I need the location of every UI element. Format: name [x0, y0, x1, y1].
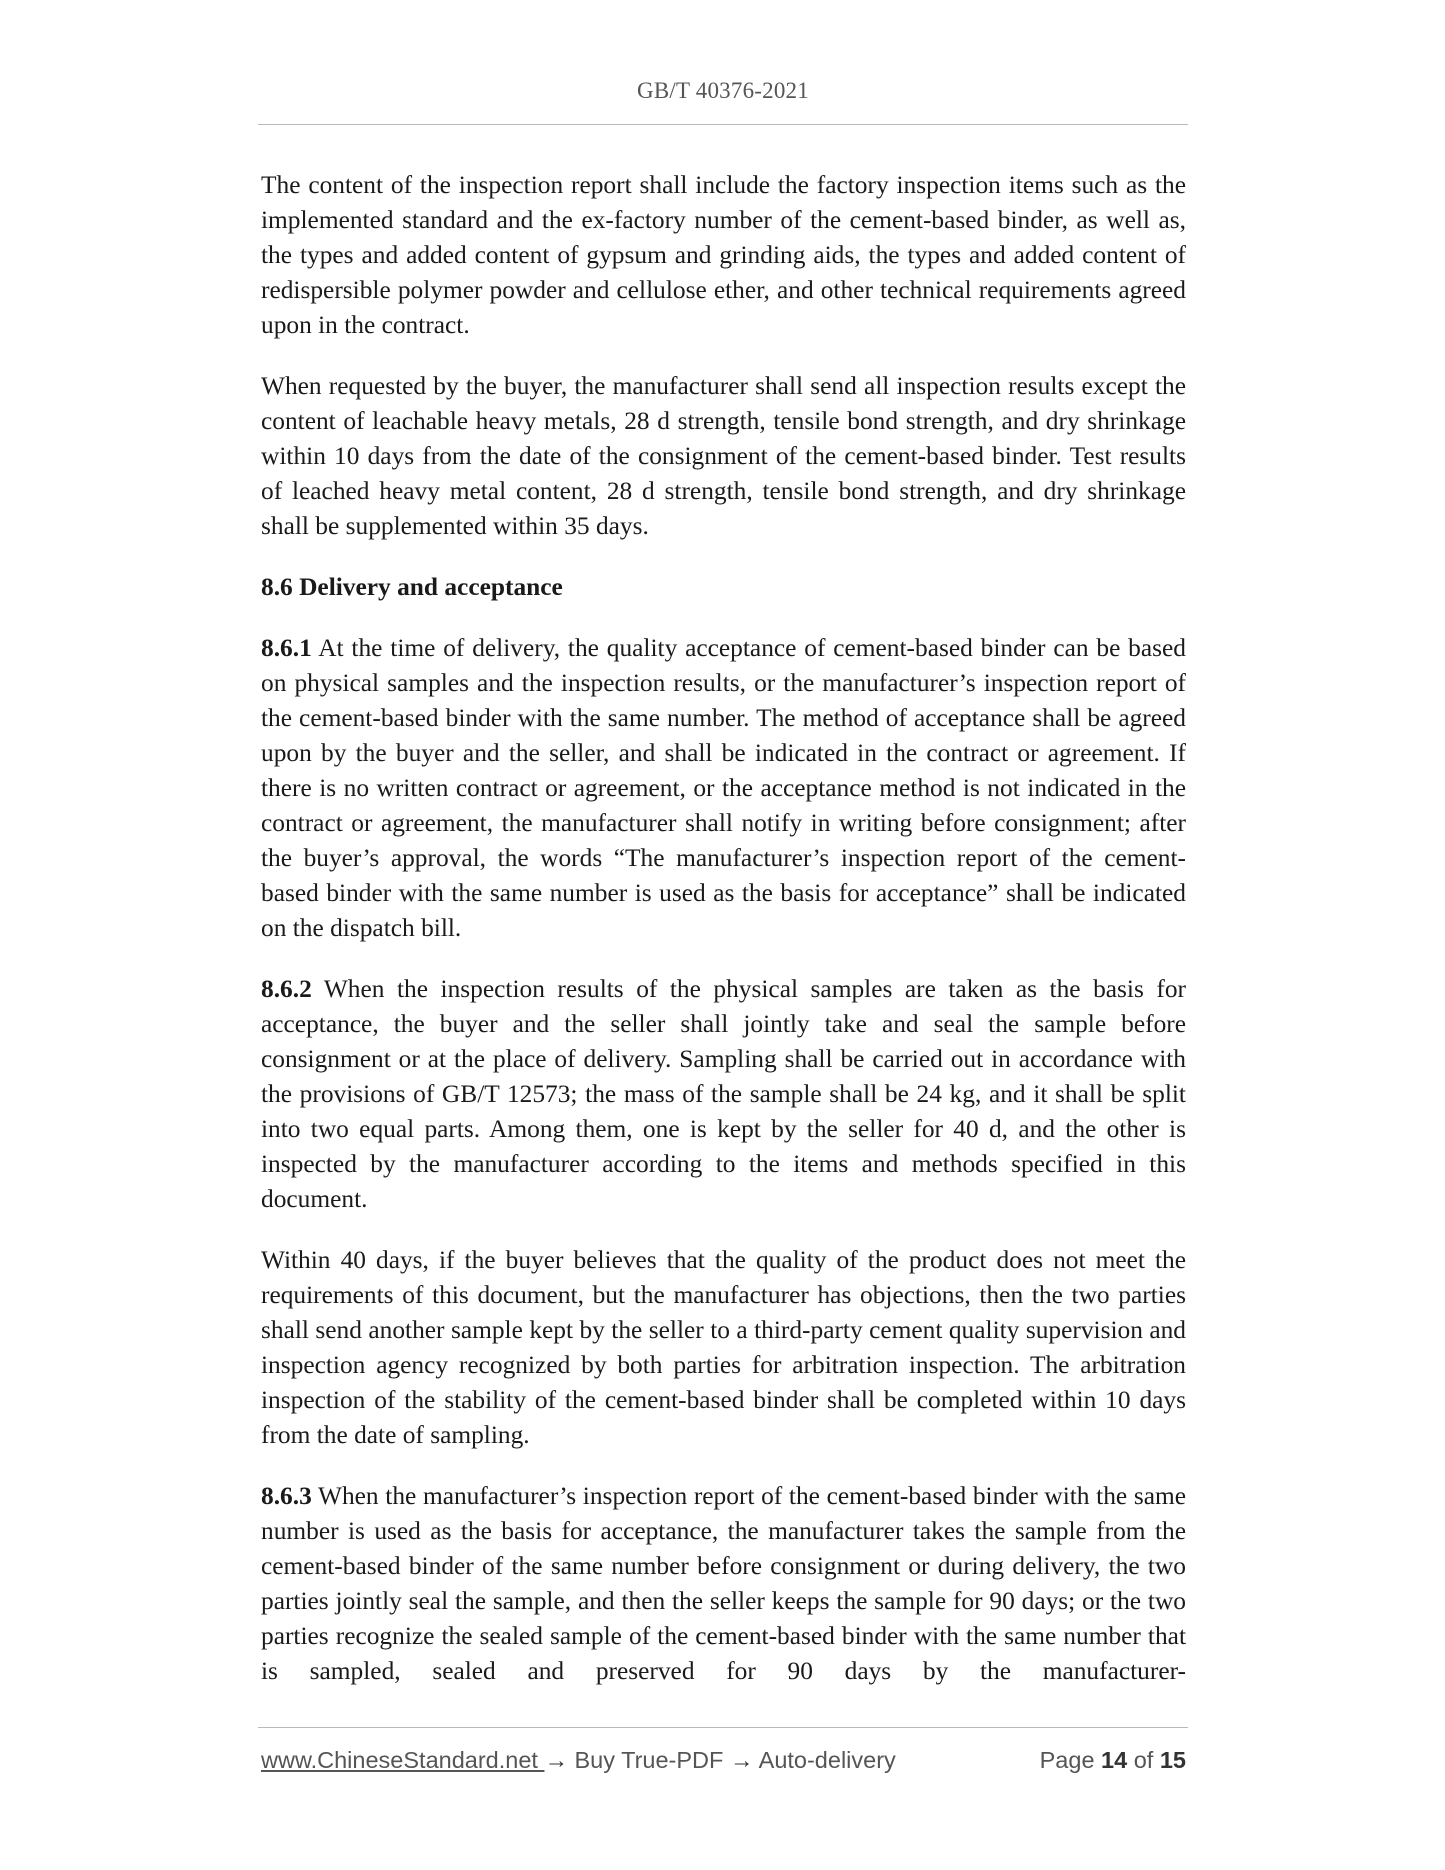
clause-8-6-2 [261, 972, 1186, 1217]
paragraph-arbitration: Within 40 days, if the buyer believes that the quality of the product does not meet the requirements of this document, but the manufacturer has objections, then the two parties shall send another sample kept by the seller to a third-party cement quality supervision and inspection agency recognized by both parties for arbitration inspection. The arbitration inspection of the stability of the cement-based binder shall be completed within 10 days from the date of sampling. [261, 1246, 1186, 1449]
footer-links [261, 1744, 896, 1776]
clause-text: When the inspection results of the physical samples are taken as the basis for acceptance, the buyer and the seller shall jointly take and seal the sample before consignment or at the place of delivery. Sampling shall be carried out in accordance with the provisions of GB/T 12573; the mass of the sample shall be 24 kg, and it shall be split into two equal parts. Among them, one is kept by the seller for 40 d, and the other is inspected by the manufacturer according to the items and methods specified in this document. [261, 975, 1186, 1213]
clause-8-6-3 [261, 1479, 1186, 1689]
paragraph-buyer-request: When requested by the buyer, the manufacturer shall send all inspection results except the content of leachable heavy metals, 28 d strength, tensile bond strength, and dry shrinkage within 10 days from the date of the consignment of the cement-based binder. Test results of leached heavy metal content, 28 d strength, tensile bond strength, and dry shrinkage shall be supplemented within 35 days. [261, 372, 1186, 540]
page-number [1040, 1744, 1186, 1776]
clause-text: At the time of delivery, the quality acceptance of cement-based binder can be based on physical samples and the inspection results, or the manufacturer’s inspection report of the cement-based binder with the same number. The method of acceptance shall be agreed upon by the buyer and the seller, and shall be indicated in the contract or agreement. If there is no written contract or agreement, or the acceptance method is not indicated in the contract or agreement, the manufacturer shall notify in writing before consignment; after the buyer’s approval, the words “The manufacturer’s inspection report of the cement-based binder with the same number is used as the basis for acceptance” shall be indicated on the dispatch bill. [261, 634, 1186, 942]
clause-number: 8.6.2 [261, 975, 312, 1003]
page-label: Page [1039, 1747, 1095, 1773]
clause-8-6-1 [261, 631, 1186, 946]
of-label: of [1133, 1747, 1154, 1773]
header-divider [258, 124, 1188, 125]
paragraph-report-content: The content of the inspection report shall include the factory inspection items such as the implemented standard and the ex-factory number of the cement-based binder, as well as, the types and added content of gypsum and grinding aids, the types and added content of redispersible polymer powder and cellulose ether, and other technical requirements agreed upon in the contract. [261, 171, 1186, 339]
running-header: GB/T 40376-2021 [637, 78, 809, 103]
footer-divider [258, 1727, 1188, 1728]
current-page: 14 [1101, 1747, 1128, 1773]
site-link[interactable]: www.ChineseStandard.net [261, 1747, 545, 1773]
total-pages: 15 [1159, 1747, 1186, 1773]
buy-pdf-text: Buy True-PDF [567, 1747, 730, 1773]
section-heading: 8.6 Delivery and acceptance [261, 573, 563, 601]
clause-number: 8.6.1 [261, 634, 312, 662]
arrow-right-icon: → [729, 1747, 754, 1773]
page-content [261, 168, 1186, 1689]
auto-delivery-text: Auto-delivery [753, 1747, 896, 1773]
clause-number: 8.6.3 [261, 1482, 312, 1510]
clause-text: When the manufacturer’s inspection report of the cement-based binder with the same number is used as the basis for acceptance, the manufacturer takes the sample from the cement-based binder of the same number before consignment or during delivery, the two parties jointly seal the sample, and then the seller keeps the sample for 90 days; or the two parties recognize the sealed sample of the cement-based binder with the same number that is sampled, sealed and preserved for 90 days by the manufacturer- [261, 1482, 1186, 1685]
arrow-right-icon: → [544, 1747, 568, 1773]
